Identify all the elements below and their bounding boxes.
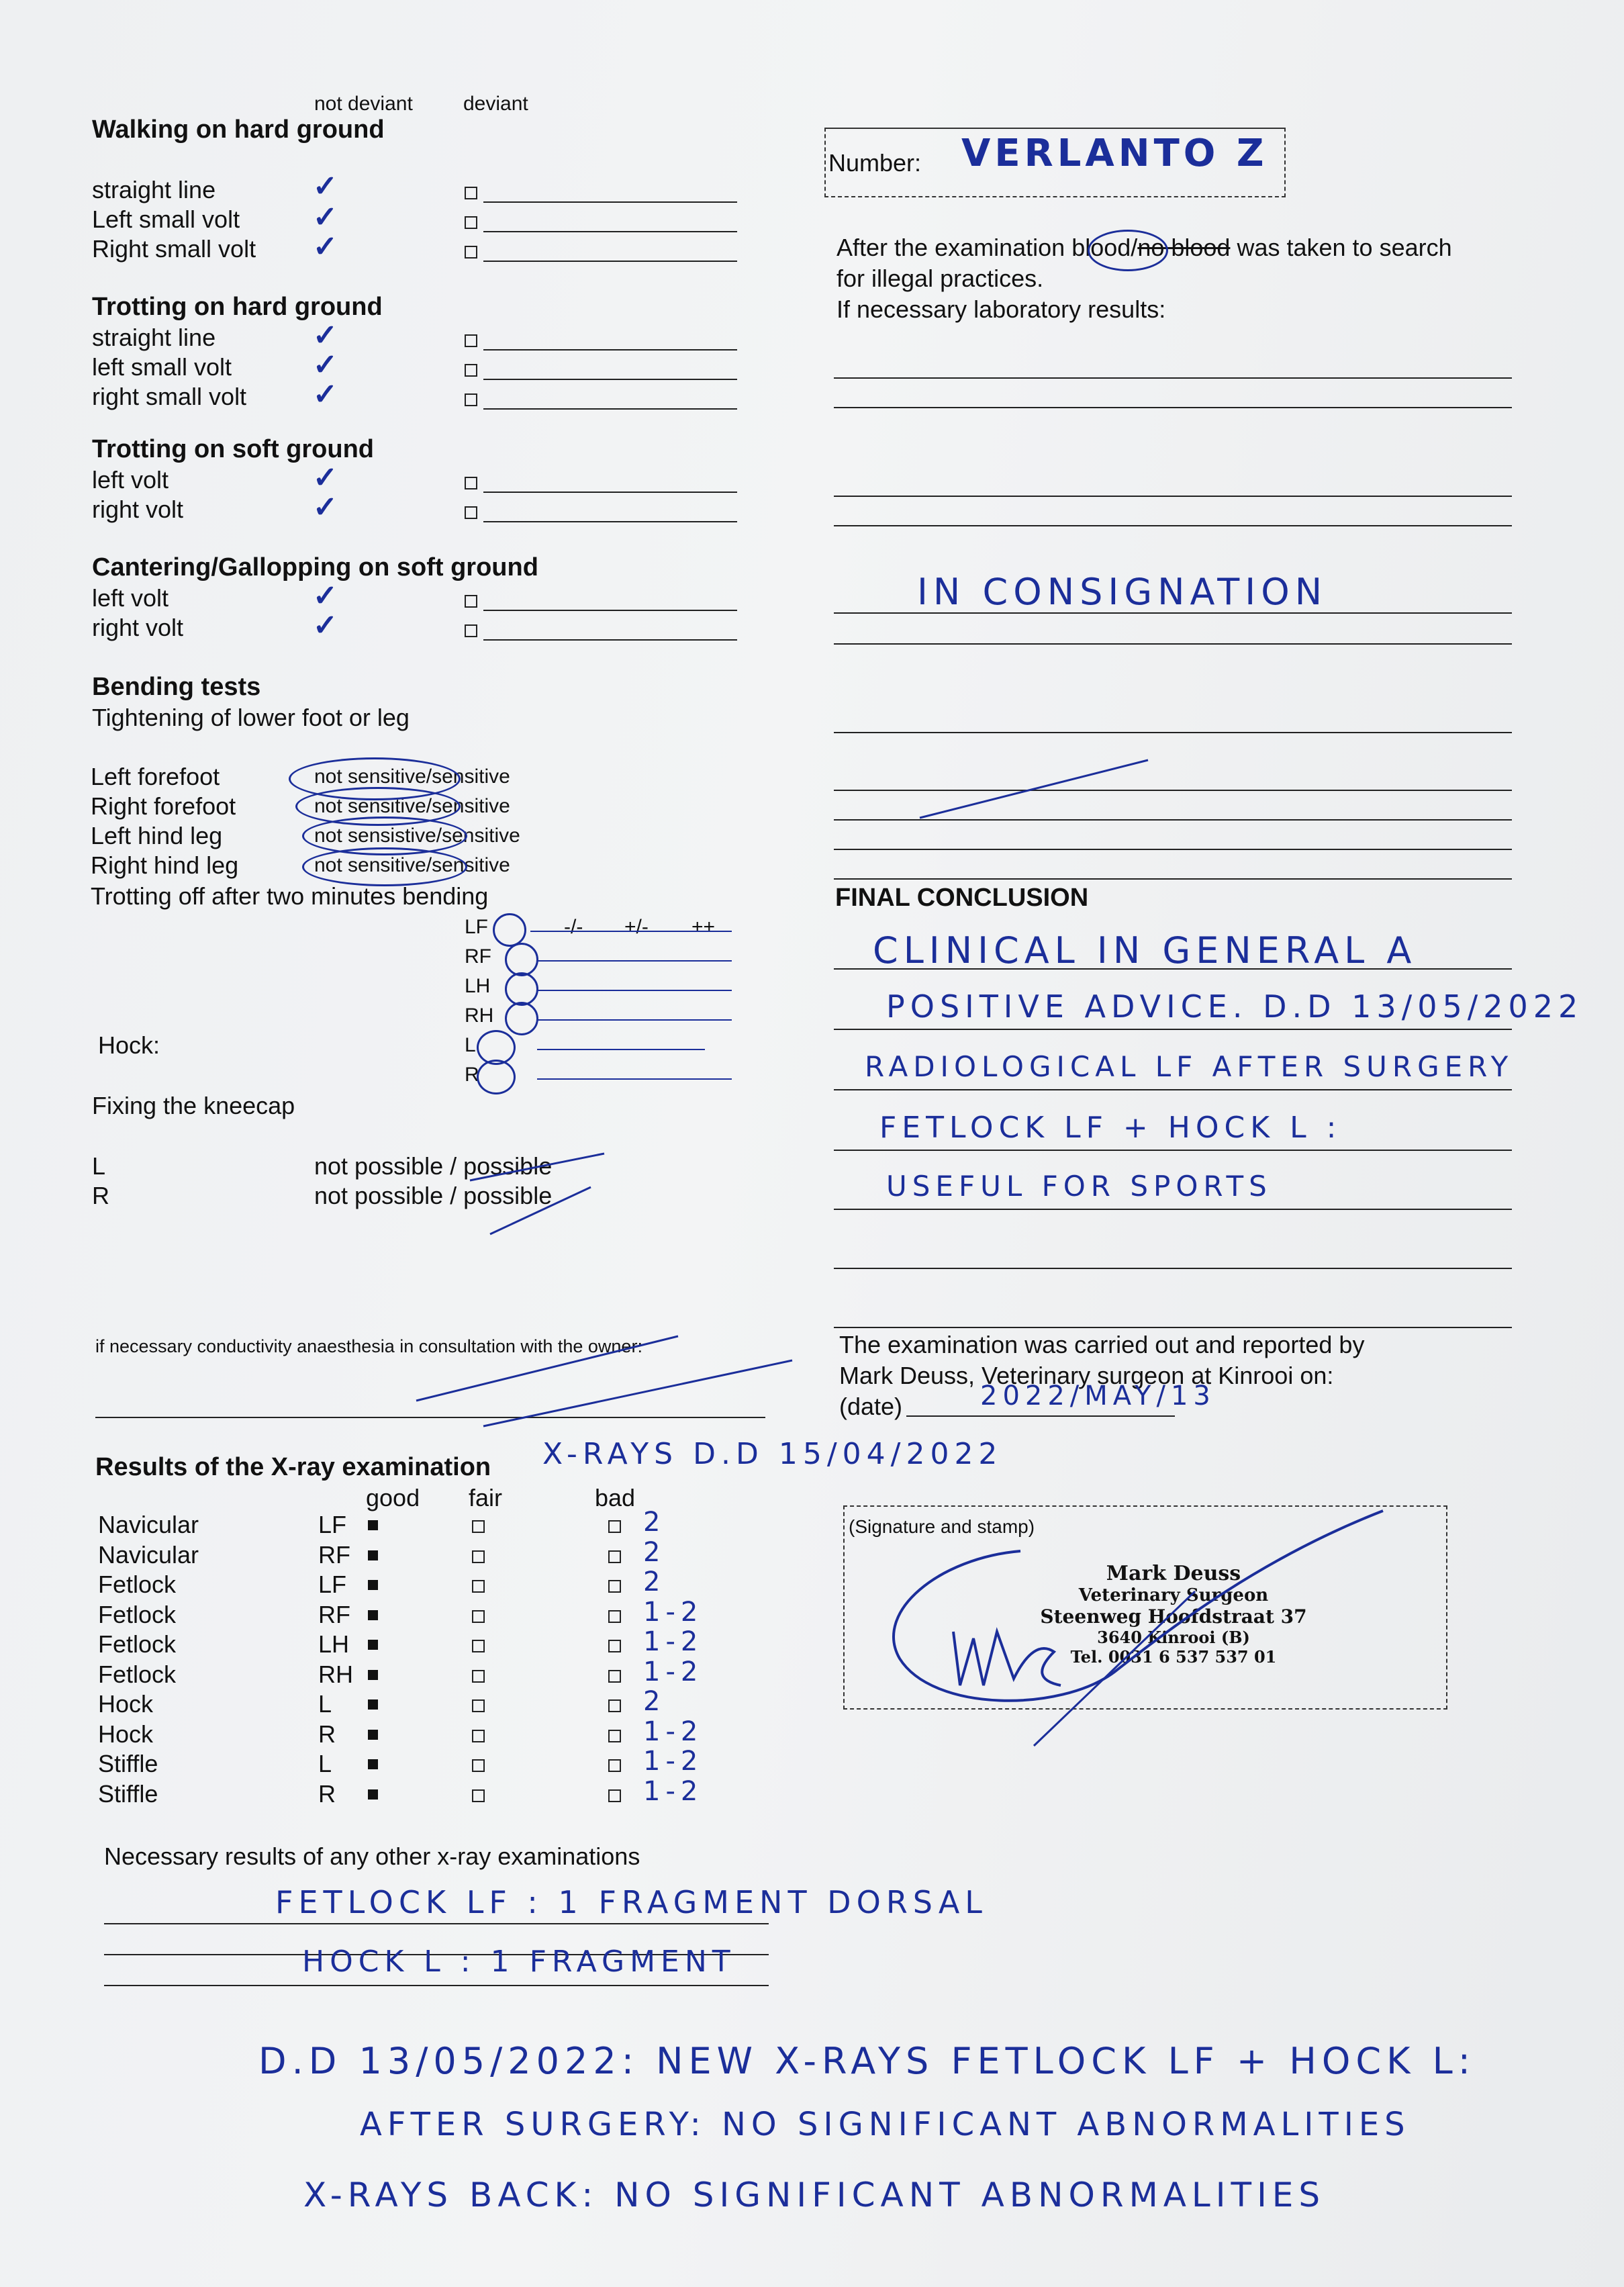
final-line-4: FETLOCK LF + HOCK L : xyxy=(879,1111,1342,1145)
hock-leg-l: L xyxy=(465,1034,476,1056)
xray-row-grade: 1-2 xyxy=(643,1716,704,1747)
kneecap-r: R xyxy=(92,1182,109,1209)
check-mark-icon: ✓ xyxy=(313,378,338,411)
kneecap-title: Fixing the kneecap xyxy=(92,1092,295,1119)
final-line-3: RADIOLOGICAL LF AFTER SURGERY xyxy=(865,1050,1514,1083)
walking-row-3: Right small volt xyxy=(92,235,256,263)
xray-row-side: LF xyxy=(318,1571,347,1598)
xray-row-name: Stiffle xyxy=(98,1780,158,1808)
other-xray-title: Necessary results of any other x-ray examinations xyxy=(104,1842,640,1870)
bending-row-1: Left forefoot xyxy=(91,763,220,790)
bottom-note-1: D.D 13/05/2022: NEW X-RAYS FETLOCK LF + HOCK L: xyxy=(258,2040,1476,2082)
xray-row-grade: 1-2 xyxy=(643,1597,704,1628)
xray-row-side: L xyxy=(318,1750,332,1777)
xray-col-fair: fair xyxy=(469,1484,503,1511)
kneecap-option-r: not possible / possible xyxy=(314,1182,553,1209)
bending-row-4: Right hind leg xyxy=(91,851,239,879)
number-value: VERLANTO Z xyxy=(961,132,1268,175)
blood-line-2: for illegal practices. xyxy=(837,265,1044,292)
xray-row-name: Fetlock xyxy=(98,1571,177,1598)
trot-hard-row-2: left small volt xyxy=(92,353,232,381)
report-line-2: Mark Deuss, Veterinary surgeon at Kinrooi on: xyxy=(839,1362,1334,1389)
bending-title: Bending tests xyxy=(92,673,261,701)
walking-row-2: Left small volt xyxy=(92,205,240,233)
stamp: Mark Deuss Veterinary Surgeon Steenweg Hoofdstraat 37 3640 Kinrooi (B) Tel. 0031 6 537 537 01 xyxy=(1040,1562,1307,1667)
final-line-1: CLINICAL IN GENERAL A xyxy=(873,929,1417,972)
bending-subtitle: Tightening of lower foot or leg xyxy=(92,704,410,731)
consignation-note: IN CONSIGNATION xyxy=(917,571,1328,613)
xray-row-name: Stiffle xyxy=(98,1750,158,1777)
xray-row-name: Hock xyxy=(98,1720,154,1748)
check-mark-icon: ✓ xyxy=(313,348,338,381)
leg-rh: RH xyxy=(465,1005,494,1027)
signature-stamp-label: (Signature and stamp) xyxy=(849,1516,1035,1537)
hock-leg-r: R xyxy=(465,1064,479,1086)
bending-option-4: not sensitive/sensitive xyxy=(314,854,510,876)
xray-row-grade: 2 xyxy=(643,1686,666,1717)
check-mark-icon: ✓ xyxy=(313,491,338,524)
number-label: Number: xyxy=(828,149,922,177)
xray-date-handwritten: X-RAYS D.D 15/04/2022 xyxy=(542,1437,1003,1471)
xray-row-name: Fetlock xyxy=(98,1630,177,1658)
xray-row-grade: 2 xyxy=(643,1567,666,1597)
xray-row-name: Navicular xyxy=(98,1541,199,1569)
trot-hard-title: Trotting on hard ground xyxy=(92,293,383,321)
walking-row-1: straight line xyxy=(92,176,216,203)
check-mark-icon: ✓ xyxy=(313,579,338,612)
xray-row-side: R xyxy=(318,1720,336,1748)
canter-row-1: left volt xyxy=(92,584,169,612)
other-xray-line-1: FETLOCK LF : 1 FRAGMENT DORSAL xyxy=(275,1884,988,1920)
xray-row-side: RH xyxy=(318,1661,353,1688)
report-line-1: The examination was carried out and reported by xyxy=(839,1331,1365,1358)
xray-row-grade: 1-2 xyxy=(643,1656,704,1687)
check-mark-icon: ✓ xyxy=(313,201,338,234)
trot-hard-row-3: right small volt xyxy=(92,383,247,410)
xray-row-side: RF xyxy=(318,1541,350,1569)
report-date-value: 2022/MAY/13 xyxy=(980,1381,1216,1411)
check-mark-icon: ✓ xyxy=(313,170,338,203)
walking-title: Walking on hard ground xyxy=(92,115,385,144)
check-mark-icon: ✓ xyxy=(313,609,338,642)
trot-soft-title: Trotting on soft ground xyxy=(92,435,375,463)
xray-row-grade: 2 xyxy=(643,1507,666,1538)
final-line-2: POSITIVE ADVICE. D.D 13/05/2022 xyxy=(886,988,1584,1025)
trot-hard-row-1: straight line xyxy=(92,324,216,351)
xray-row-name: Hock xyxy=(98,1690,154,1718)
xray-row-side: LH xyxy=(318,1630,350,1658)
leg-lh: LH xyxy=(465,975,491,997)
kneecap-l: L xyxy=(92,1152,106,1180)
scale-4: ++ xyxy=(691,916,716,938)
bending-option-1: not sensitive/sensitive xyxy=(314,765,510,788)
xray-row-side: RF xyxy=(318,1601,350,1628)
xray-row-side: L xyxy=(318,1690,332,1718)
xray-row-side: LF xyxy=(318,1511,347,1538)
bottom-note-3: X-RAYS BACK: NO SIGNIFICANT ABNORMALITIES xyxy=(303,2176,1326,2214)
canter-row-2: right volt xyxy=(92,614,184,641)
bending-row-2: Right forefoot xyxy=(91,792,236,820)
trot-off-label: Trotting off after two minutes bending xyxy=(91,882,489,910)
final-conclusion-title: FINAL CONCLUSION xyxy=(835,884,1089,912)
xray-row-grade: 1-2 xyxy=(643,1776,704,1807)
leg-rf: RF xyxy=(465,945,491,968)
xray-col-good: good xyxy=(366,1484,420,1511)
blood-line-3: If necessary laboratory results: xyxy=(837,295,1166,323)
hock-label: Hock: xyxy=(98,1031,160,1059)
xray-row-name: Navicular xyxy=(98,1511,199,1538)
xray-row-name: Fetlock xyxy=(98,1661,177,1688)
xray-row-grade: 1-2 xyxy=(643,1626,704,1657)
bending-row-3: Left hind leg xyxy=(91,822,223,849)
bending-option-2: not sensitive/sensitive xyxy=(314,795,510,817)
bending-option-3: not sensistive/sensitive xyxy=(314,825,520,847)
scale-1: -/- xyxy=(564,916,583,938)
check-mark-icon: ✓ xyxy=(313,319,338,352)
blood-line-1: After the examination blood/no blood was taken to search xyxy=(837,234,1452,261)
check-mark-icon: ✓ xyxy=(313,461,338,494)
trot-soft-row-2: right volt xyxy=(92,496,184,523)
col-header-not-deviant: not deviant xyxy=(314,93,413,115)
bottom-note-2: AFTER SURGERY: NO SIGNIFICANT ABNORMALITIES xyxy=(360,2106,1411,2143)
xray-row-grade: 1-2 xyxy=(643,1746,704,1777)
final-line-5: USEFUL FOR SPORTS xyxy=(886,1170,1272,1203)
canter-title: Cantering/Gallopping on soft ground xyxy=(92,553,538,581)
col-header-deviant: deviant xyxy=(463,93,528,115)
xray-row-side: R xyxy=(318,1780,336,1808)
check-mark-icon: ✓ xyxy=(313,230,338,263)
xray-row-grade: 2 xyxy=(643,1537,666,1568)
scale-2: +/- xyxy=(624,916,649,938)
trot-soft-row-1: left volt xyxy=(92,466,169,494)
kneecap-option-l: not possible / possible xyxy=(314,1152,553,1180)
report-date-label: (date) xyxy=(839,1393,903,1420)
other-xray-line-2: HOCK L : 1 FRAGMENT xyxy=(302,1945,736,1979)
xray-title: Results of the X-ray examination xyxy=(95,1453,491,1481)
xray-col-bad: bad xyxy=(595,1484,636,1511)
xray-row-name: Fetlock xyxy=(98,1601,177,1628)
leg-lf: LF xyxy=(465,916,489,938)
anaesthesia-label: if necessary conductivity anaesthesia in consultation with the owner: xyxy=(95,1336,642,1356)
